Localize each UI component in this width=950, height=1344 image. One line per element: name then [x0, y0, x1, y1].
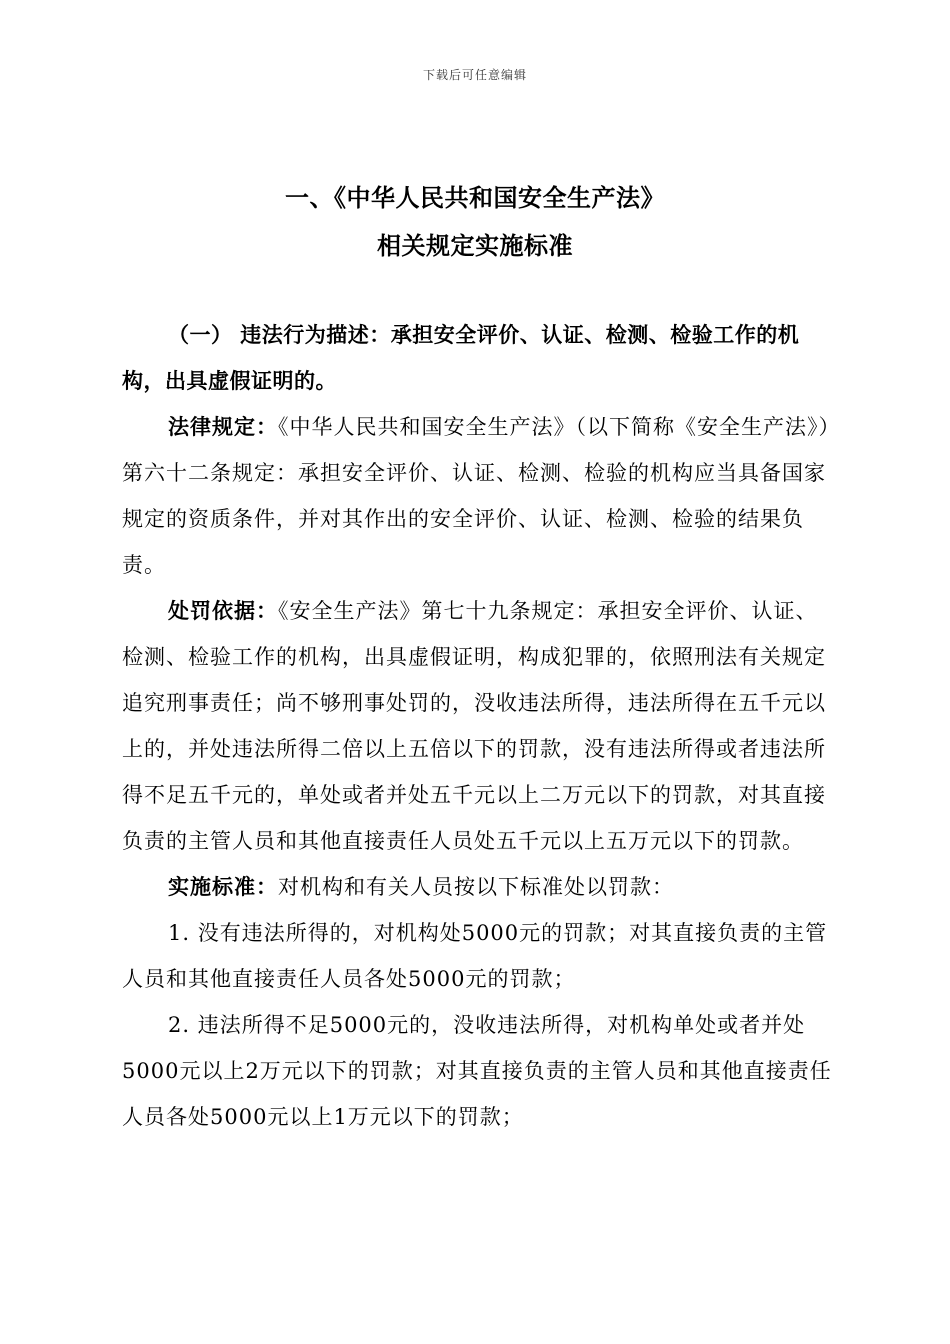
penalty-basis-text: 《安全生产法》第七十九条规定：承担安全评价、认证、检测、检验工作的机构，出具虚假证明，构成犯罪的，依照刑法有关规定追究刑事责任；尚不够刑事处罚的，没收违法所得，违法所得在五千元以上的，并处违法所得二倍以上五倍以下的罚款，没有违法所得或者违法所得不足五千元的，单处或者并处五千元以上二万元以下的罚款，对其直接负责的主管人员和其他直接责任人员处五千元以上五万元以下的罚款。 [122, 599, 826, 853]
page-title-line1: 一、《中华人民共和国安全生产法》 [285, 184, 665, 212]
section-body [122, 312, 834, 1140]
legal-provision-text: 《中华人民共和国安全生产法》（以下简称《安全生产法》）第六十二条规定：承担安全评价、认证、检测、检验的机构应当具备国家规定的资质条件，并对其作出的安全评价、认证、检测、检验的结果负责。 [122, 415, 830, 577]
section-heading: （一） 违法行为描述：承担安全评价、认证、检测、检验工作的机构，出具虚假证明的。 [122, 323, 800, 393]
standard-label: 实施标准： [168, 875, 278, 899]
standard-item-2: 2. 违法所得不足5000元的，没收违法所得，对机构单处或者并处5000元以上2万元以下的罚款；对其直接负责的主管人员和其他直接责任人员各处5000元以上1万元以下的罚款； [122, 1013, 832, 1129]
standard-item-1: 1. 没有违法所得的，对机构处5000元的罚款；对其直接负责的主管人员和其他直接责任人员各处5000元的罚款； [122, 921, 828, 991]
legal-provision-paragraph [122, 404, 834, 588]
standard-text: 对机构和有关人员按以下标准处以罚款： [278, 875, 674, 899]
header-note: 下载后可任意编辑 [422, 68, 527, 82]
standard-paragraph [122, 864, 834, 910]
penalty-basis-label: 处罚依据： [168, 599, 278, 623]
penalty-basis-paragraph [122, 588, 834, 864]
legal-provision-label: 法律规定： [168, 415, 278, 439]
page-title-line2: 相关规定实施标准 [377, 232, 573, 260]
